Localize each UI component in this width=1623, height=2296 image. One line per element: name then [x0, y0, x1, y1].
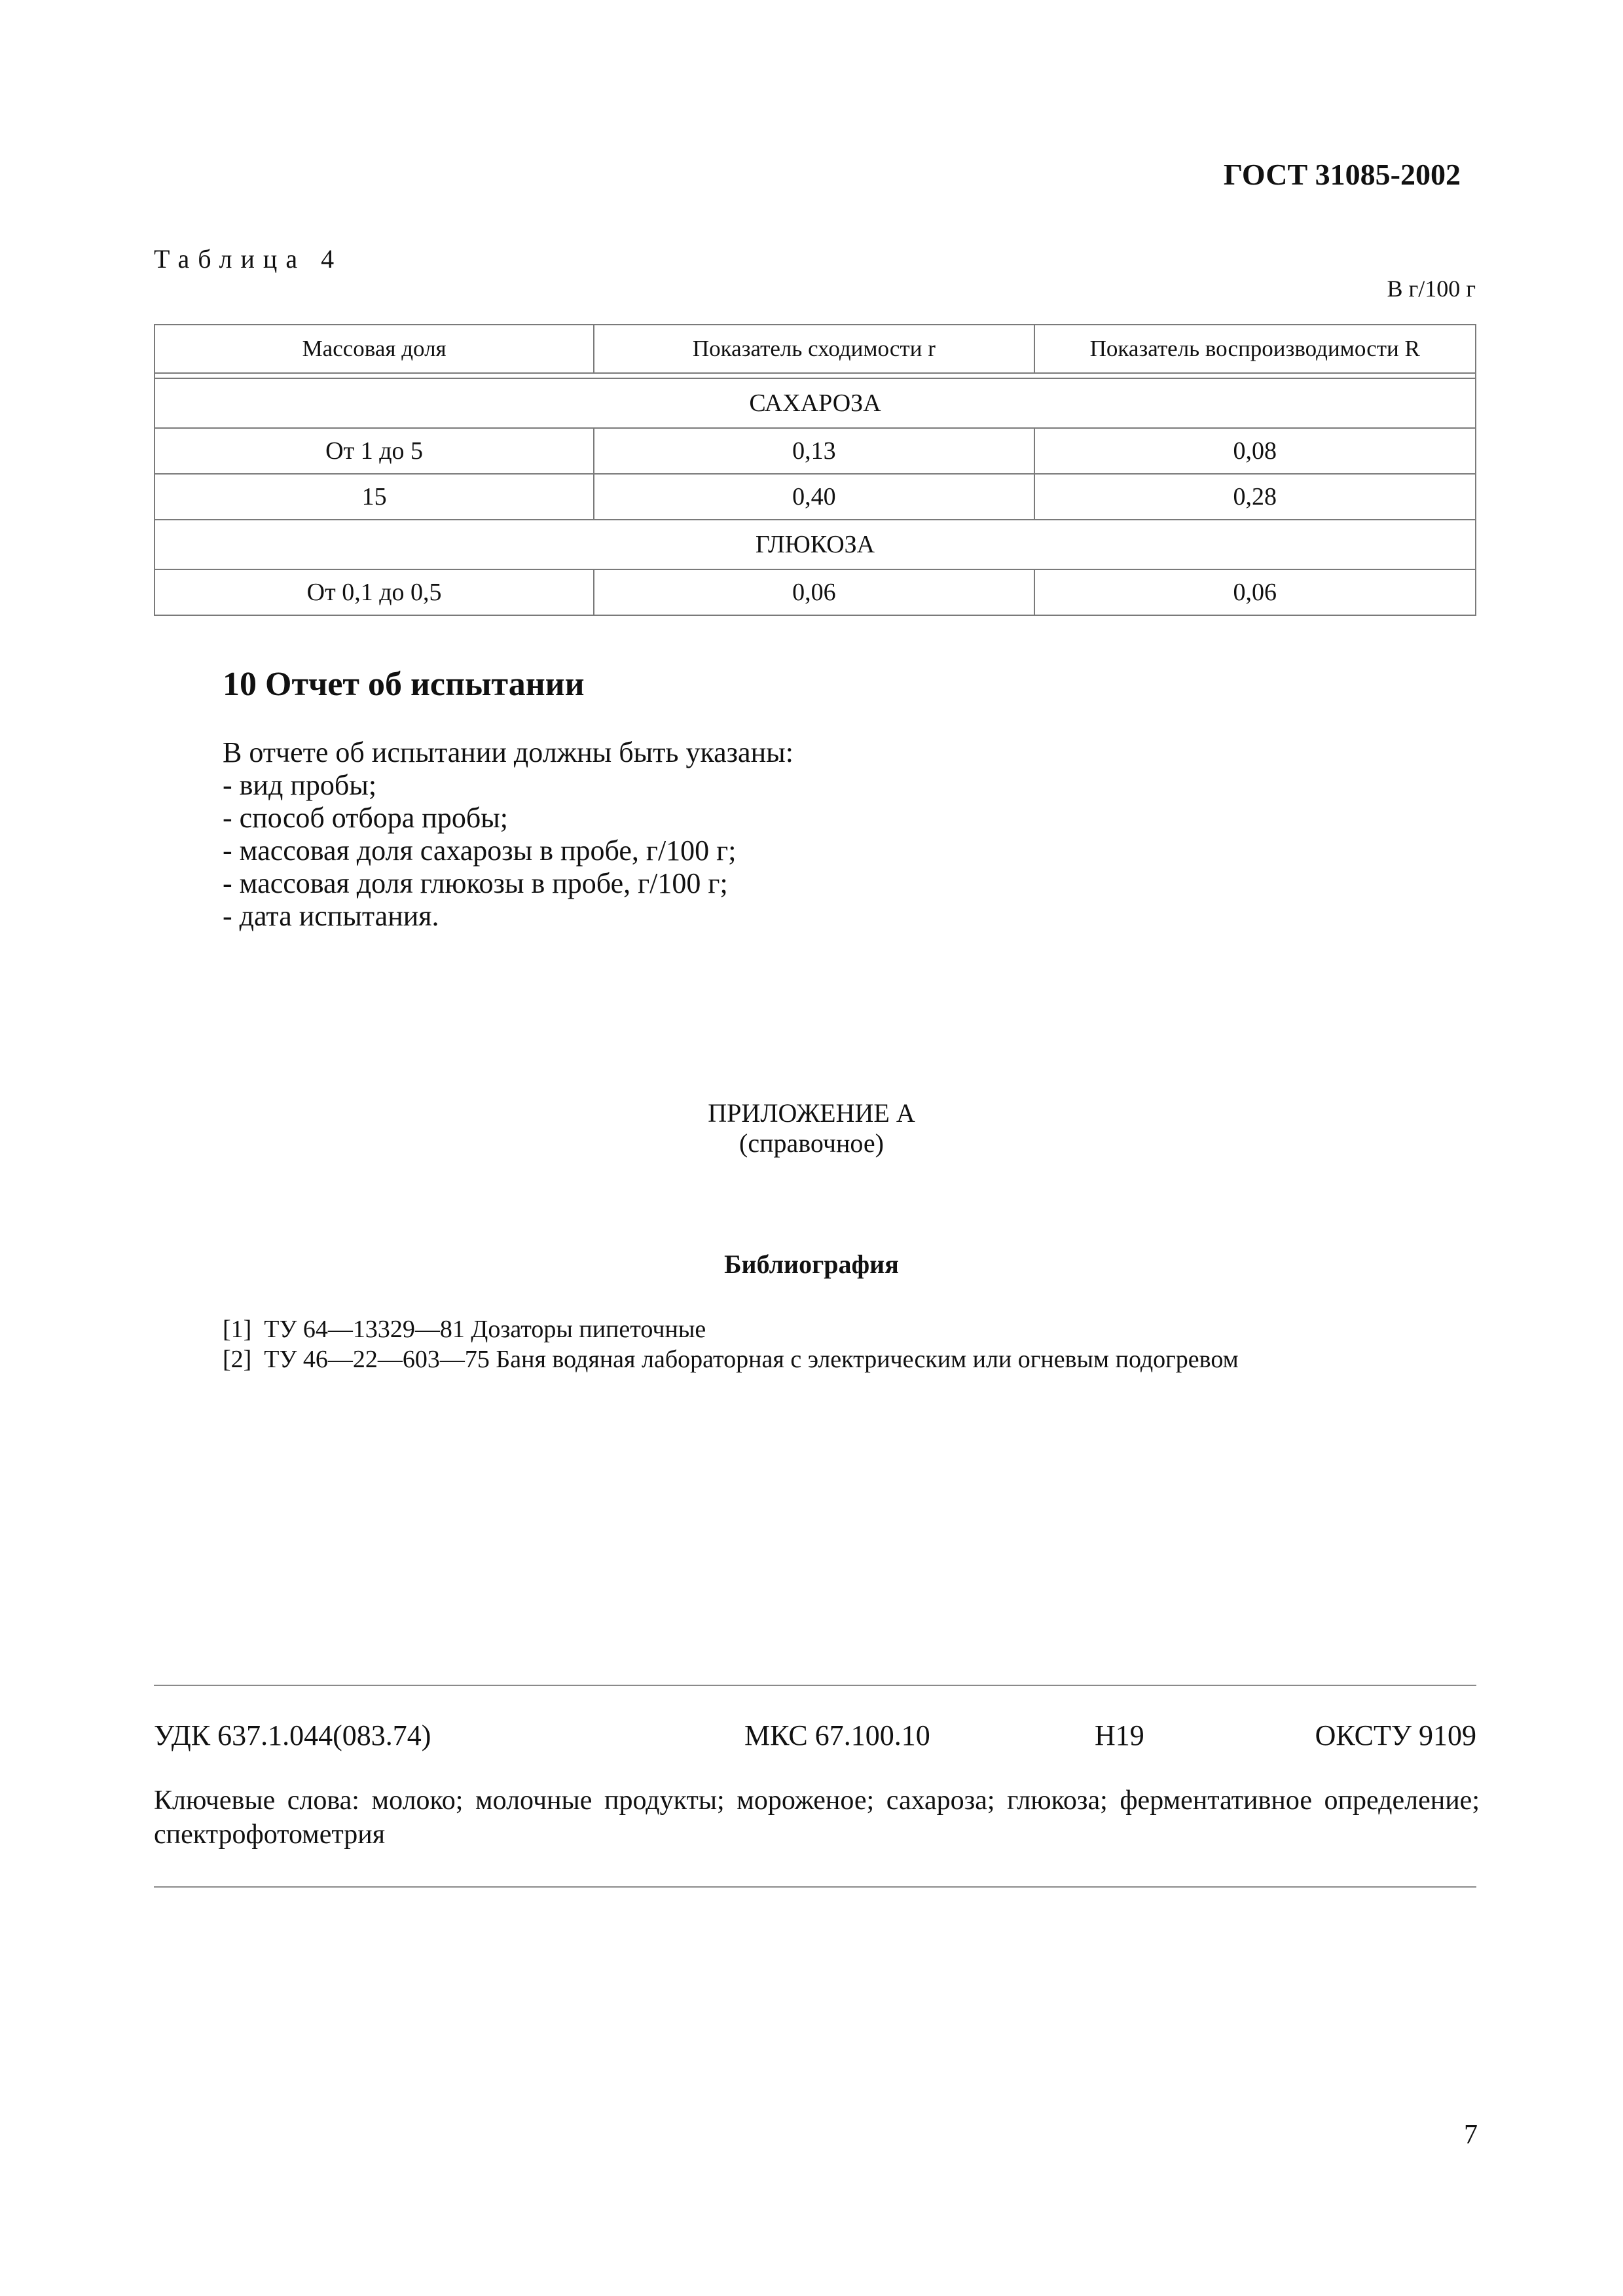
list-item: - массовая доля сахарозы в пробе, г/100 г;	[223, 834, 737, 867]
table-caption: Таблица 4	[154, 244, 343, 274]
document-id: ГОСТ 31085-2002	[1223, 158, 1461, 191]
group-row	[155, 378, 1476, 428]
header-separator	[155, 373, 1476, 378]
precision-table	[154, 324, 1476, 616]
bibliography-title: Библиография	[724, 1249, 899, 1279]
keywords: Ключевые слова: молоко; молочные продукты; мороженое; сахароза; глюкоза; ферментативное определение; спектрофотометрия	[154, 1785, 1480, 1850]
bibliography-list	[223, 1314, 1239, 1374]
table-unit: В г/100 г	[1387, 276, 1476, 302]
page-number: 7	[1464, 2120, 1478, 2150]
reference-item: [2] ТУ 46—22—603—75 Баня водяная лабораторная с электрическим или огневым подогревом	[223, 1346, 1239, 1373]
reference-item: [1] ТУ 64—13329—81 Дозаторы пипеточные	[223, 1316, 706, 1343]
table-header-row	[155, 325, 1476, 373]
section-title: 10 Отчет об испытании	[223, 666, 585, 703]
table-cell: От 0,1 до 0,5	[155, 569, 594, 615]
list-item: - массовая доля глюкозы в пробе, г/100 г;	[223, 867, 728, 899]
column-header: Показатель воспроизводимости R	[1034, 325, 1476, 373]
appendix-heading	[0, 1098, 1623, 1158]
column-header: Массовая доля	[155, 325, 594, 373]
table-row	[155, 428, 1476, 474]
appendix-subtitle: (справочное)	[739, 1128, 884, 1158]
classifier-code: Н19	[1095, 1719, 1144, 1751]
table-cell: 0,40	[594, 474, 1034, 520]
footer-top-rule	[154, 1685, 1476, 1686]
table-cell: 0,13	[594, 428, 1034, 474]
table-cell: 15	[155, 474, 594, 520]
table-cell: 0,08	[1034, 428, 1476, 474]
group-label-sucrose: САХАРОЗА	[155, 378, 1476, 428]
report-items-list	[223, 769, 736, 933]
footer-bottom-rule	[154, 1886, 1476, 1888]
list-item: - способ отбора пробы;	[223, 802, 509, 834]
mks-code: МКС 67.100.10	[744, 1719, 930, 1751]
group-label-glucose: ГЛЮКОЗА	[155, 520, 1476, 569]
table-cell: 0,06	[594, 569, 1034, 615]
table-cell: От 1 до 5	[155, 428, 594, 474]
list-item: - вид пробы;	[223, 769, 377, 801]
list-item: - дата испытания.	[223, 900, 439, 932]
appendix-title: ПРИЛОЖЕНИЕ А	[708, 1098, 915, 1128]
table-cell: 0,28	[1034, 474, 1476, 520]
report-intro: В отчете об испытании должны быть указаны:	[223, 736, 793, 768]
column-header: Показатель сходимости r	[594, 325, 1034, 373]
udk-code: УДК 637.1.044(083.74)	[154, 1719, 431, 1751]
table-cell: 0,06	[1034, 569, 1476, 615]
group-row	[155, 520, 1476, 569]
okstu-code: ОКСТУ 9109	[1315, 1719, 1476, 1751]
table-row	[155, 569, 1476, 615]
table-row	[155, 474, 1476, 520]
